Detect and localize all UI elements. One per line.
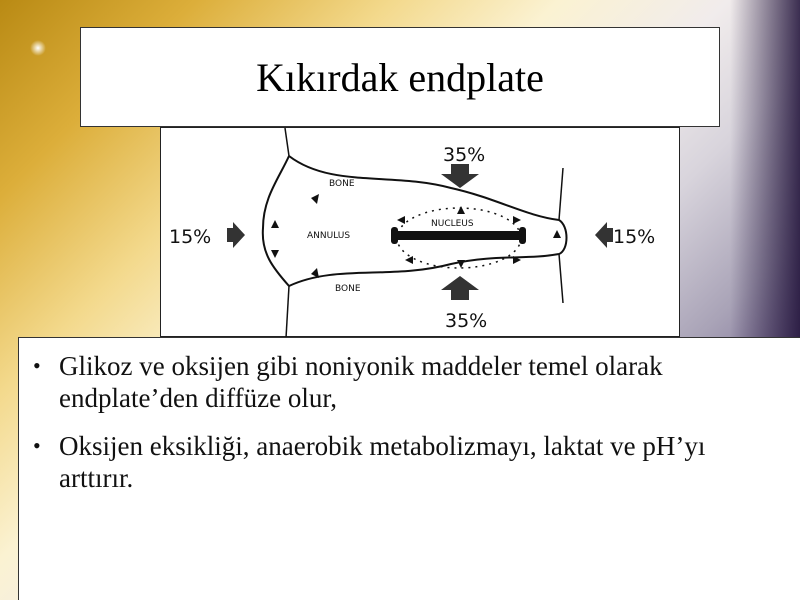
label-bone-bottom: BONE	[335, 284, 361, 294]
diagram-svg	[161, 128, 681, 338]
nucleus-bar-end-left	[391, 227, 398, 244]
bone-edge-top-right	[559, 168, 563, 220]
bone-edge-bottom-right	[559, 254, 563, 303]
slide-title: Kıkırdak endplate	[256, 54, 544, 100]
label-annulus: ANNULUS	[307, 231, 351, 241]
disc-outline	[263, 156, 289, 286]
top-compression-arrow	[441, 164, 479, 188]
bottom-compression-arrow	[441, 276, 479, 300]
bone-edge-top-left	[285, 128, 289, 156]
bone-edge-bottom-left	[286, 286, 289, 338]
bullet-dot: •	[33, 433, 41, 458]
label-left-percent: 15%	[169, 226, 212, 248]
right-compression-arrow	[595, 222, 613, 248]
label-top-percent: 35%	[443, 144, 486, 166]
label-bottom-percent: 35%	[445, 310, 488, 332]
label-bone-top: BONE	[329, 179, 355, 189]
label-nucleus: NUCLEUS	[431, 219, 474, 229]
bullet-list	[31, 350, 786, 510]
title-box	[80, 27, 720, 127]
bullet-dot: •	[33, 353, 41, 378]
bullet-text: Oksijen eksikliği, anaerobik metabolizmayı, laktat ve pH’yı arttırır.	[59, 431, 706, 493]
bullet-item	[31, 430, 786, 494]
bullet-text: Glikoz ve oksijen gibi noniyonik maddeler temel olarak endplate’den diffüze olur,	[59, 351, 663, 413]
nucleus-bar	[393, 231, 523, 240]
bullet-item	[31, 350, 786, 414]
content-box	[18, 337, 800, 600]
left-compression-arrow	[227, 222, 245, 248]
endplate-diagram	[160, 127, 680, 337]
label-right-percent: 15%	[613, 226, 656, 248]
sparkle-decoration	[30, 40, 46, 56]
